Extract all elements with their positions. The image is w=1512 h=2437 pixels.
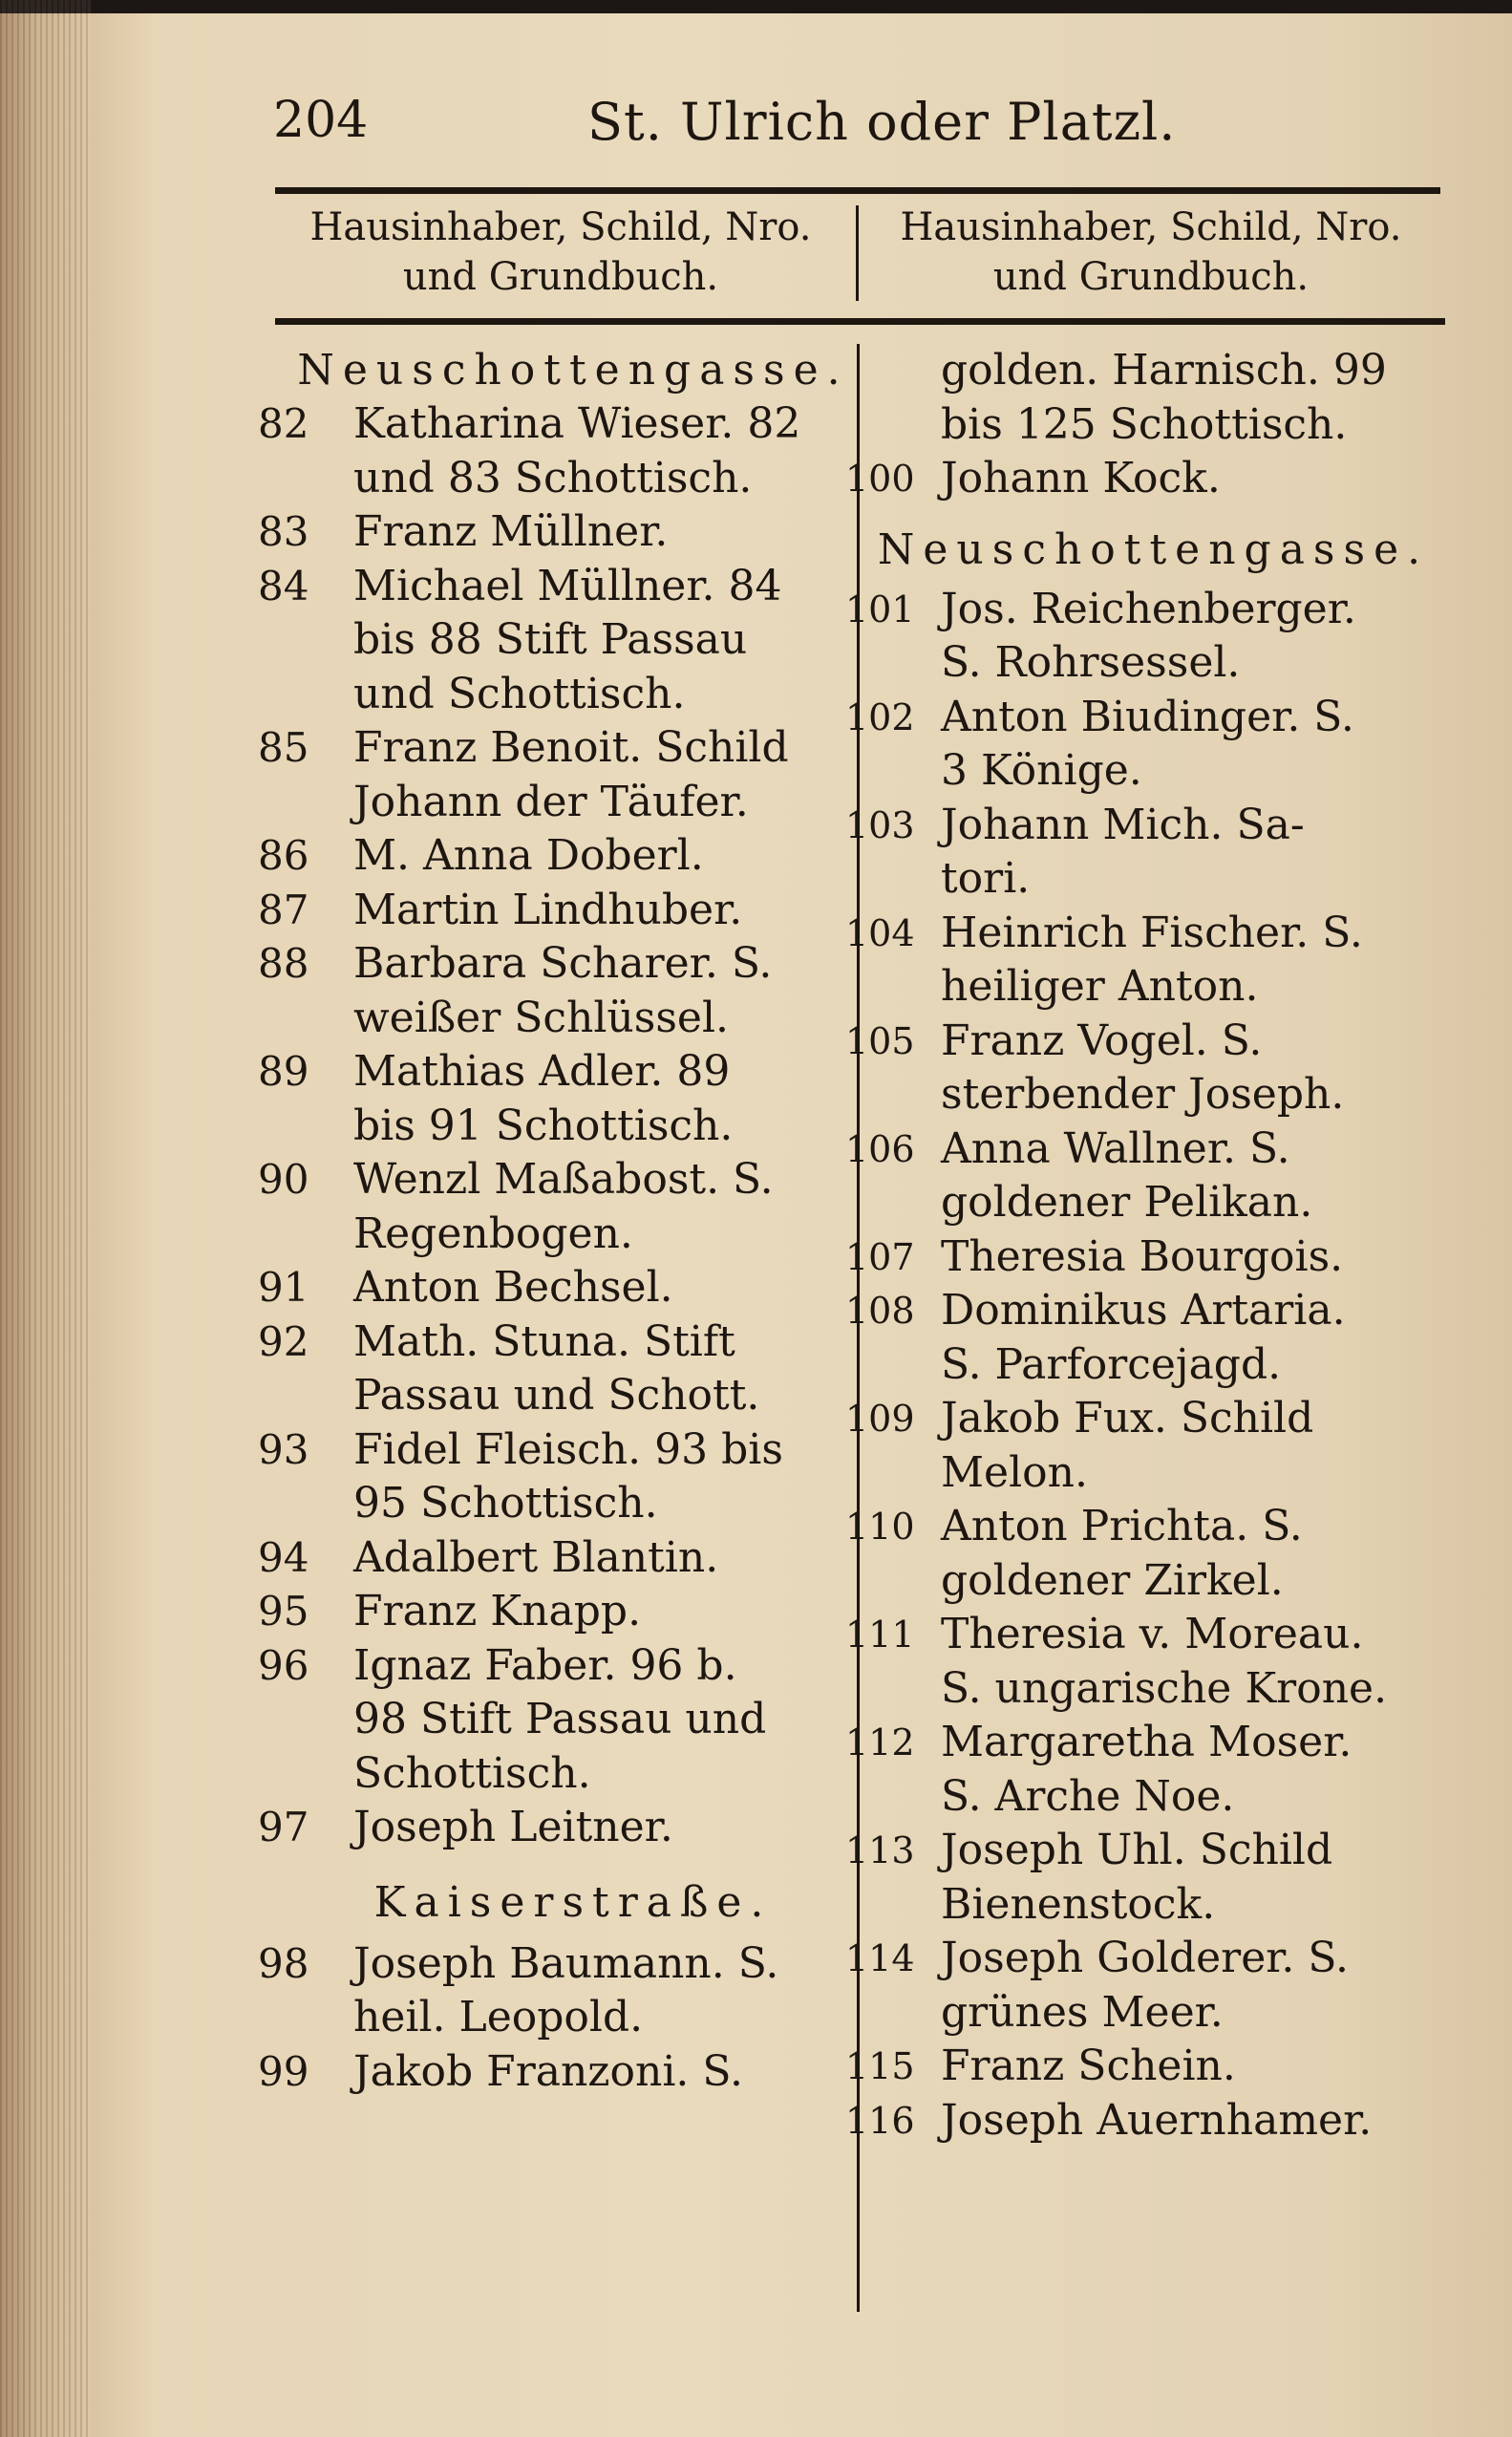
owner-line: Ignaz Faber. 96 b.: [353, 1640, 737, 1690]
house-entry: [845, 1392, 1442, 1500]
entry-continuation-line: Johann der Täufer.: [353, 777, 749, 826]
entry-continuation-line: weißer Schlüssel.: [353, 993, 730, 1042]
entry-continuation-line: und Schottisch.: [353, 669, 686, 718]
entry-continuation-line: S. Arche Noe.: [941, 1771, 1235, 1821]
continuation-line: bis 125 Schottisch.: [941, 399, 1348, 449]
owner-line: M. Anna Doberl.: [353, 831, 704, 880]
entry-continuation-line: goldener Zirkel.: [941, 1555, 1284, 1605]
owner-line: Adalbert Blantin.: [353, 1532, 719, 1582]
entry-continuation-line: Schottisch.: [353, 1748, 591, 1798]
owner-line: Heinrich Fischer. S.: [941, 908, 1363, 957]
house-number: 88: [258, 940, 309, 987]
continuation-line: golden. Harnisch. 99: [941, 346, 1387, 395]
house-entry: [845, 1500, 1442, 1608]
entry-continuation-line: bis 91 Schottisch.: [353, 1101, 734, 1150]
house-number: 103: [845, 803, 915, 846]
owner-line: Joseph Baumann. S.: [353, 1938, 779, 1988]
entry-list: [258, 1937, 850, 2100]
house-entry: [258, 505, 850, 560]
house-entry: [845, 1122, 1442, 1230]
house-number: 92: [258, 1317, 309, 1365]
house-number: 108: [845, 1290, 915, 1332]
entry-list: [845, 583, 1442, 2148]
entry-continuation-line: 95 Schottisch.: [353, 1479, 658, 1528]
page-edge-stack: [0, 0, 91, 2437]
house-entry: [258, 1045, 850, 1153]
left-column: [258, 344, 850, 2099]
owner-line: Theresia Bourgois.: [941, 1231, 1344, 1281]
house-entry: [258, 1585, 850, 1639]
section-heading: Neuschottengasse.: [877, 524, 1430, 574]
house-number: 98: [258, 1939, 309, 1987]
right-column: [845, 344, 1442, 2148]
house-entry: [845, 2094, 1442, 2148]
house-entry: [258, 397, 850, 505]
house-entry: [258, 1423, 850, 1531]
house-number: 107: [845, 1235, 915, 1278]
house-number: 93: [258, 1425, 309, 1473]
house-number: 100: [845, 458, 915, 500]
house-entry: [845, 1716, 1442, 1824]
owner-line: Joseph Leitner.: [353, 1803, 673, 1851]
entry-continuation-line: sterbender Joseph.: [941, 1070, 1345, 1119]
owner-line: Joseph Golderer. S.: [941, 1934, 1349, 1982]
house-number: 91: [258, 1264, 309, 1311]
house-entry: [845, 1824, 1442, 1932]
house-entry: [258, 560, 850, 722]
house-entry: [845, 2040, 1442, 2094]
house-number: 109: [845, 1398, 915, 1440]
house-number: 87: [258, 886, 309, 933]
owner-line: Michael Müllner. 84: [353, 561, 782, 610]
house-number: 101: [845, 588, 915, 631]
owner-line: Martin Lindhuber.: [353, 885, 743, 934]
house-entry: [258, 1937, 850, 2045]
house-number: 102: [845, 695, 915, 738]
owner-line: Dominikus Artaria.: [941, 1286, 1346, 1335]
column-header-right-line-2: und Grundbuch.: [992, 255, 1310, 299]
entry-list: [258, 397, 850, 1855]
owner-line: Johann Kock.: [941, 454, 1221, 502]
house-number: 106: [845, 1127, 915, 1170]
owner-line: Jakob Franzoni. S.: [353, 2046, 743, 2096]
entry-continuation-line: heil. Leopold.: [353, 1993, 644, 2042]
owner-line: Fidel Fleisch. 93 bis: [353, 1424, 783, 1474]
owner-line: Franz Knapp.: [353, 1587, 642, 1635]
entry-continuation-line: bis 88 Stift Passau: [353, 615, 748, 664]
entry-continuation-line: tori.: [941, 854, 1031, 903]
house-number: 111: [845, 1614, 915, 1656]
house-entry: [845, 452, 1442, 506]
owner-line: Franz Vogel. S.: [941, 1015, 1263, 1065]
house-number: 83: [258, 508, 309, 555]
house-number: 89: [258, 1048, 309, 1095]
owner-line: Jos. Reichenberger.: [941, 584, 1356, 633]
house-entry: [258, 1153, 850, 1261]
column-header-divider: [856, 205, 859, 301]
scan-top-border: [0, 0, 1512, 13]
entry-continuation-line: Passau und Schott.: [353, 1371, 760, 1420]
house-entry: [845, 1284, 1442, 1392]
owner-line: Franz Schein.: [941, 2042, 1236, 2090]
house-entry: [258, 937, 850, 1045]
house-entry: [258, 1315, 850, 1423]
house-entry: [845, 1230, 1442, 1285]
owner-line: Anna Wallner. S.: [941, 1123, 1290, 1173]
entry-continuation-line: Melon.: [941, 1447, 1088, 1497]
entry-continuation-line: S. Parforcejagd.: [941, 1339, 1282, 1389]
owner-line: Johann Mich. Sa-: [941, 800, 1305, 849]
owner-line: Margaretha Moser.: [941, 1718, 1352, 1766]
house-number: 96: [258, 1641, 309, 1689]
owner-line: Anton Biudinger. S.: [941, 692, 1354, 741]
header-rule-bottom: [275, 318, 1445, 325]
house-number: 110: [845, 1506, 915, 1548]
entry-continuation-line: S. Rohrsessel.: [941, 638, 1241, 687]
entry-continuation-line: heiliger Anton.: [941, 962, 1259, 1011]
owner-line: Franz Müllner.: [353, 507, 669, 556]
house-entry: [258, 2045, 850, 2100]
entry-continuation-line: Bienenstock.: [941, 1879, 1216, 1929]
entry-continuation-line: 3 Könige.: [941, 746, 1142, 795]
house-entry: [845, 799, 1442, 907]
owner-line: Jakob Fux. Schild: [941, 1394, 1314, 1443]
house-number: 85: [258, 724, 309, 771]
entry-continuation-line: S. ungarische Krone.: [941, 1663, 1388, 1713]
house-entry: [845, 691, 1442, 799]
house-entry: [258, 829, 850, 884]
house-entry: [845, 1015, 1442, 1122]
owner-line: Mathias Adler. 89: [353, 1047, 731, 1096]
entry-list: [845, 452, 1442, 506]
house-entry: [258, 1531, 850, 1586]
owner-line: Wenzl Maßabost. S.: [353, 1155, 774, 1204]
owner-line: Barbara Scharer. S.: [353, 939, 773, 988]
house-entry: [845, 907, 1442, 1015]
owner-line: Theresia v. Moreau.: [941, 1610, 1364, 1658]
house-entry: [845, 583, 1442, 691]
owner-line: Franz Benoit. Schild: [353, 723, 789, 772]
house-number: 116: [845, 2099, 915, 2142]
entry-continuation-line: grünes Meer.: [941, 1987, 1224, 2037]
house-entry: [845, 1932, 1442, 2040]
house-number: 105: [845, 1019, 915, 1062]
entry-continuation-line: goldener Pelikan.: [941, 1178, 1313, 1227]
page-number: 204: [273, 92, 369, 149]
house-entry: [258, 1639, 850, 1802]
column-header-right: [864, 203, 1437, 302]
owner-line: Anton Prichta. S.: [941, 1502, 1303, 1550]
column-header-right-line-1: Hausinhaber, Schild, Nro.: [900, 205, 1402, 249]
house-entry: [258, 884, 850, 938]
owner-line: Anton Bechsel.: [353, 1263, 673, 1312]
section-heading: Neuschottengasse.: [297, 346, 849, 395]
house-number: 113: [845, 1829, 915, 1871]
owner-line: Math. Stuna. Stift: [353, 1316, 735, 1366]
owner-line: Joseph Uhl. Schild: [941, 1826, 1333, 1874]
house-entry: [258, 721, 850, 829]
house-number: 112: [845, 1721, 915, 1764]
column-header-left-line-2: und Grundbuch.: [402, 255, 719, 299]
owner-line: Katharina Wieser. 82: [353, 399, 801, 448]
entry-continuation-line: und 83 Schottisch.: [353, 453, 753, 502]
running-title: St. Ulrich oder Platzl.: [587, 92, 1177, 152]
house-number: 99: [258, 2047, 309, 2095]
house-number: 94: [258, 1533, 309, 1581]
house-number: 115: [845, 2045, 915, 2087]
house-entry: [258, 1261, 850, 1315]
house-number: 104: [845, 911, 915, 954]
house-number: 82: [258, 400, 309, 447]
entry-continuation-line: Regenbogen.: [353, 1208, 633, 1258]
header-rule-top: [275, 187, 1440, 194]
section-heading: Kaiserstraße.: [373, 1877, 773, 1927]
house-number: 97: [258, 1804, 309, 1850]
house-number: 114: [845, 1937, 915, 1979]
house-number: 84: [258, 562, 309, 609]
owner-line: Joseph Auernhamer.: [941, 2095, 1373, 2145]
continued-entry: [845, 344, 1442, 452]
house-entry: [258, 1801, 850, 1855]
column-header-left-line-1: Hausinhaber, Schild, Nro.: [309, 205, 812, 249]
house-number: 90: [258, 1156, 309, 1203]
house-number: 95: [258, 1588, 309, 1635]
column-header-left: [275, 203, 846, 302]
house-number: 86: [258, 832, 309, 879]
entry-continuation-line: 98 Stift Passau und: [353, 1695, 767, 1743]
house-entry: [845, 1608, 1442, 1716]
